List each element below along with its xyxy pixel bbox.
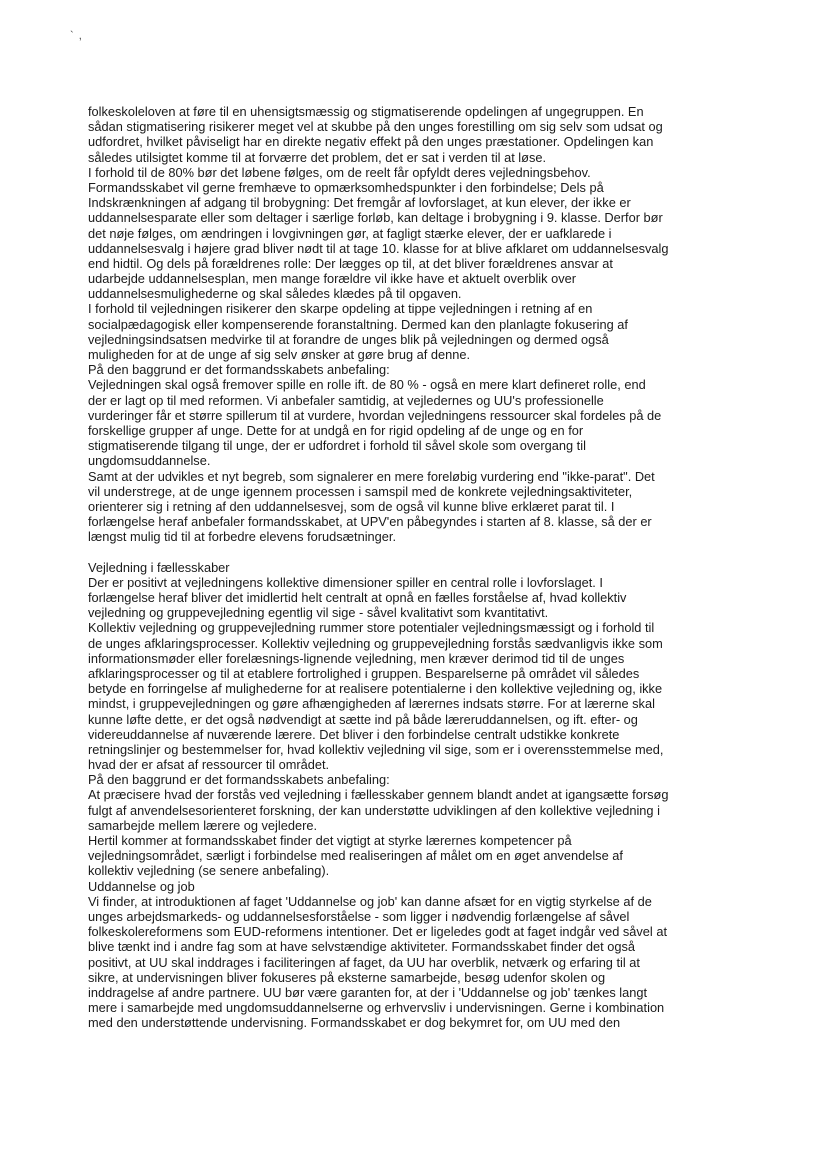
text-line: uddannelsesvalg i højere grad bliver nødt til at tage 10. klasse for at blive afklaret om uddannelsesvalg: [88, 240, 669, 256]
text-line: blive tænkt ind i andre fag som at have selvstændige aktiviteter. Formandsskabet finder det også: [88, 939, 636, 955]
text-line: Samt at der udvikles et nyt begreb, som signalerer en mere foreløbig vurdering end "ikke-parat". Det: [88, 468, 655, 484]
text-line: vejledningsområdet, særligt i forbindelse med realiseringen af målet om en øget anvendelse af: [88, 848, 623, 864]
text-line: Uddannelse og job: [88, 878, 195, 894]
text-line: Vejledningen skal også fremover spille en rolle ift. de 80 % - også en mere klart defineret rolle, end: [88, 377, 646, 393]
text-line: Hertil kommer at formandsskabet finder det vigtigt at styrke lærernes kompetencer på: [88, 833, 572, 848]
text-line: sikre, at undervisningen bliver fokuseres på eksterne samarbejde, besøg udenfor skolen og: [88, 969, 606, 985]
text-line: forlængelse heraf bliver det imidlertid helt centralt at opnå en fælles forståelse af, hvad kollektiv: [88, 590, 627, 605]
text-line: forskellige grupper af unge. Dette for at undgå en for rigid opdeling af de unge og en for: [88, 422, 584, 438]
text-line: muligheden for at de unge af sig selv ønsker at gøre brug af denne.: [88, 347, 471, 362]
text-line: I forhold til vejledningen risikerer den skarpe opdeling at tippe vejledningen i retning af en: [88, 301, 593, 317]
text-line: Indskrænkningen af adgang til brobygning: Det fremgår af lovforslaget, at kun elever, der ikke er: [88, 195, 631, 211]
text-line: På den baggrund er det formandsskabets anbefaling:: [88, 362, 390, 378]
text-line: mindst, i gruppevejledningen og gøre afhængigheden af lærernes indsats større. For at lærerne skal: [88, 696, 655, 712]
text-line: kollektiv vejledning (se senere anbefaling).: [88, 863, 330, 879]
text-line: folkeskoleloven at føre til en uhensigtsmæssig og stigmatiserende opdelingen af ungegruppen. En: [88, 104, 644, 119]
text-line: vil understrege, at de unge igennem processen i samspil med de konkrete vejledningsaktiviteter,: [88, 483, 633, 499]
text-line: således utilsigtet komme til at forværre det problem, det er sat i verden til at løse.: [88, 149, 547, 165]
text-line: vurderinger får et større spillerum til at vurdere, hvordan vejledningens ressourcer skal fordeles på de: [88, 407, 662, 423]
text-line: At præcisere hvad der forstås ved vejledning i fællesskaber gennem blandt andet at igangsætte forsøg: [88, 787, 669, 803]
text-line: retningslinjer og bestemmelser for, hvad kollektiv vejledning vil sige, som er i overensstemmelse med,: [88, 741, 664, 757]
document-body: [88, 104, 728, 1030]
text-line: Der er positivt at vejledningens kollektive dimensioner spiller en central rolle i lovforslaget. I: [88, 574, 603, 590]
text-line: informationsmøder eller forelæsnings-lignende vejledning, men kræver derimod tid til de unges: [88, 650, 625, 666]
text-line: Formandsskabet vil gerne fremhæve to opmærksomhedspunkter i den forbindelse; Dels på: [88, 179, 604, 195]
paragraph-gap: [88, 544, 728, 559]
text-line: udarbejde uddannelsesplan, men mange forældre vil ikke have et aktuelt overblik over: [88, 271, 576, 287]
text-line: inddragelse af andre partnere. UU bør være garanten for, at der i 'Uddannelse og job' tænkes langt: [88, 984, 648, 1000]
text-line: end hidtil. Og dels på forældrenes rolle: Der lægges op til, at det bliver forældrenes ansvar at: [88, 255, 613, 271]
text-line: socialpædagogisk eller kompenserende foranstaltning. Dermed kan den planlagte fokusering af: [88, 316, 628, 332]
text-line: uddannelsesmulighederne og skal således klædes på til opgaven.: [88, 286, 462, 302]
text-line: Vejledning i fællesskaber: [88, 559, 230, 575]
text-line: med den understøttende undervisning. Formandsskabet er dog bekymret for, om UU med den: [88, 1015, 621, 1031]
text-line: ungdomsuddannelse.: [88, 453, 211, 469]
scan-mark: ` ,: [70, 30, 83, 42]
text-line: sådan stigmatisering risikerer meget vel at skubbe på den unges forestilling om sig selv som udsat og: [88, 119, 663, 135]
text-line: folkeskolereformens som EUD-reformens intentioner. Det er ligeledes godt at faget indgår ved såvel at: [88, 924, 667, 940]
text-line: samarbejde mellem lærere og vejledere.: [88, 817, 318, 833]
text-line: betyde en forringelse af mulighederne for at realisere potentialerne i den kollektive vejledning og, ikke: [88, 681, 663, 697]
text-line: uddannelsesparate eller som deltager i særlige forløb, kan deltage i brobygning i 9. klasse. Derfor bør: [88, 210, 663, 226]
text-line: mere i samarbejde med ungdomsuddannelserne og erhvervsliv i undervisningen. Gerne i kombination: [88, 1000, 665, 1016]
text-line: hvad der er afsat af ressourcer til området.: [88, 757, 330, 773]
text-line: videreuddannelse af nuværende lærere. Det bliver i den forbindelse centralt udstikke konkrete: [88, 726, 620, 742]
text-line: længst mulig tid til at forbedre elevens forudsætninger.: [88, 529, 396, 545]
text-line: orienterer sig i retning af den uddannelsesvej, som de også vil kunne blive erklæret parat til. I: [88, 498, 615, 514]
text-line: Kollektiv vejledning og gruppevejledning rummer store potentialer vejledningsmæssigt og i forhold til: [88, 620, 655, 636]
text-line: forlængelse heraf anbefaler formandsskabet, at UPV'en påbegyndes i starten af 8. klasse, så der er: [88, 514, 652, 530]
text-line: stigmatiserende tilgang til unge, der er udfordret i forhold til såvel skole som overgang til: [88, 438, 586, 454]
text-line: de unges afklaringsprocesser. Kollektiv vejledning og gruppevejledning forstås sædvanligvis ikke som: [88, 635, 663, 651]
text-line: udfordret, hvilket påviseligt har en direkte negativ effekt på den unges præstationer. Opdelingen kan: [88, 134, 654, 150]
text-line: Vi finder, at introduktionen af faget 'Uddannelse og job' kan danne afsæt for en vigtig styrkelse af de: [88, 893, 652, 909]
text-line: På den baggrund er det formandsskabets anbefaling:: [88, 772, 390, 788]
text-line: det nøje følges, om ændringen i lovgivningen gør, at fagligt stærke elever, der er uafklarede i: [88, 225, 612, 241]
text-line: positivt, at UU skal inddrages i faciliteringen af faget, da UU har overblik, netværk og erfaring til at: [88, 954, 640, 970]
text-line: afklaringsprocesser og til at etablere fortrolighed i gruppen. Besparelserne på området vil således: [88, 665, 640, 681]
text-line: vejledning og gruppevejledning egentlig vil sige - såvel kvalitativt som kvantitativt.: [88, 605, 549, 621]
text-line: unges arbejdsmarkeds- og uddannelsesforståelse - som ligger i nødvendig forlængelse af såvel: [88, 908, 630, 924]
text-line: I forhold til de 80% bør det løbene følges, om de reelt får opfyldt deres vejledningsbehov.: [88, 164, 591, 180]
text-line: der er lagt op til med reformen. Vi anbefaler samtidig, at vejledernes og UU's professionelle: [88, 392, 604, 408]
text-line: fulgt af anvendelsesorienteret forskning, der kan understøtte udviklingen af den kollektive vejledning i: [88, 802, 660, 818]
text-line: kunne løfte dette, er det også nødvendigt at sætte ind på både læreruddannelsen, og ift. efter- og: [88, 711, 638, 727]
text-line: vejledningsindsatsen medvirke til at forandre de unges blik på vejledningen og dermed også: [88, 331, 609, 347]
